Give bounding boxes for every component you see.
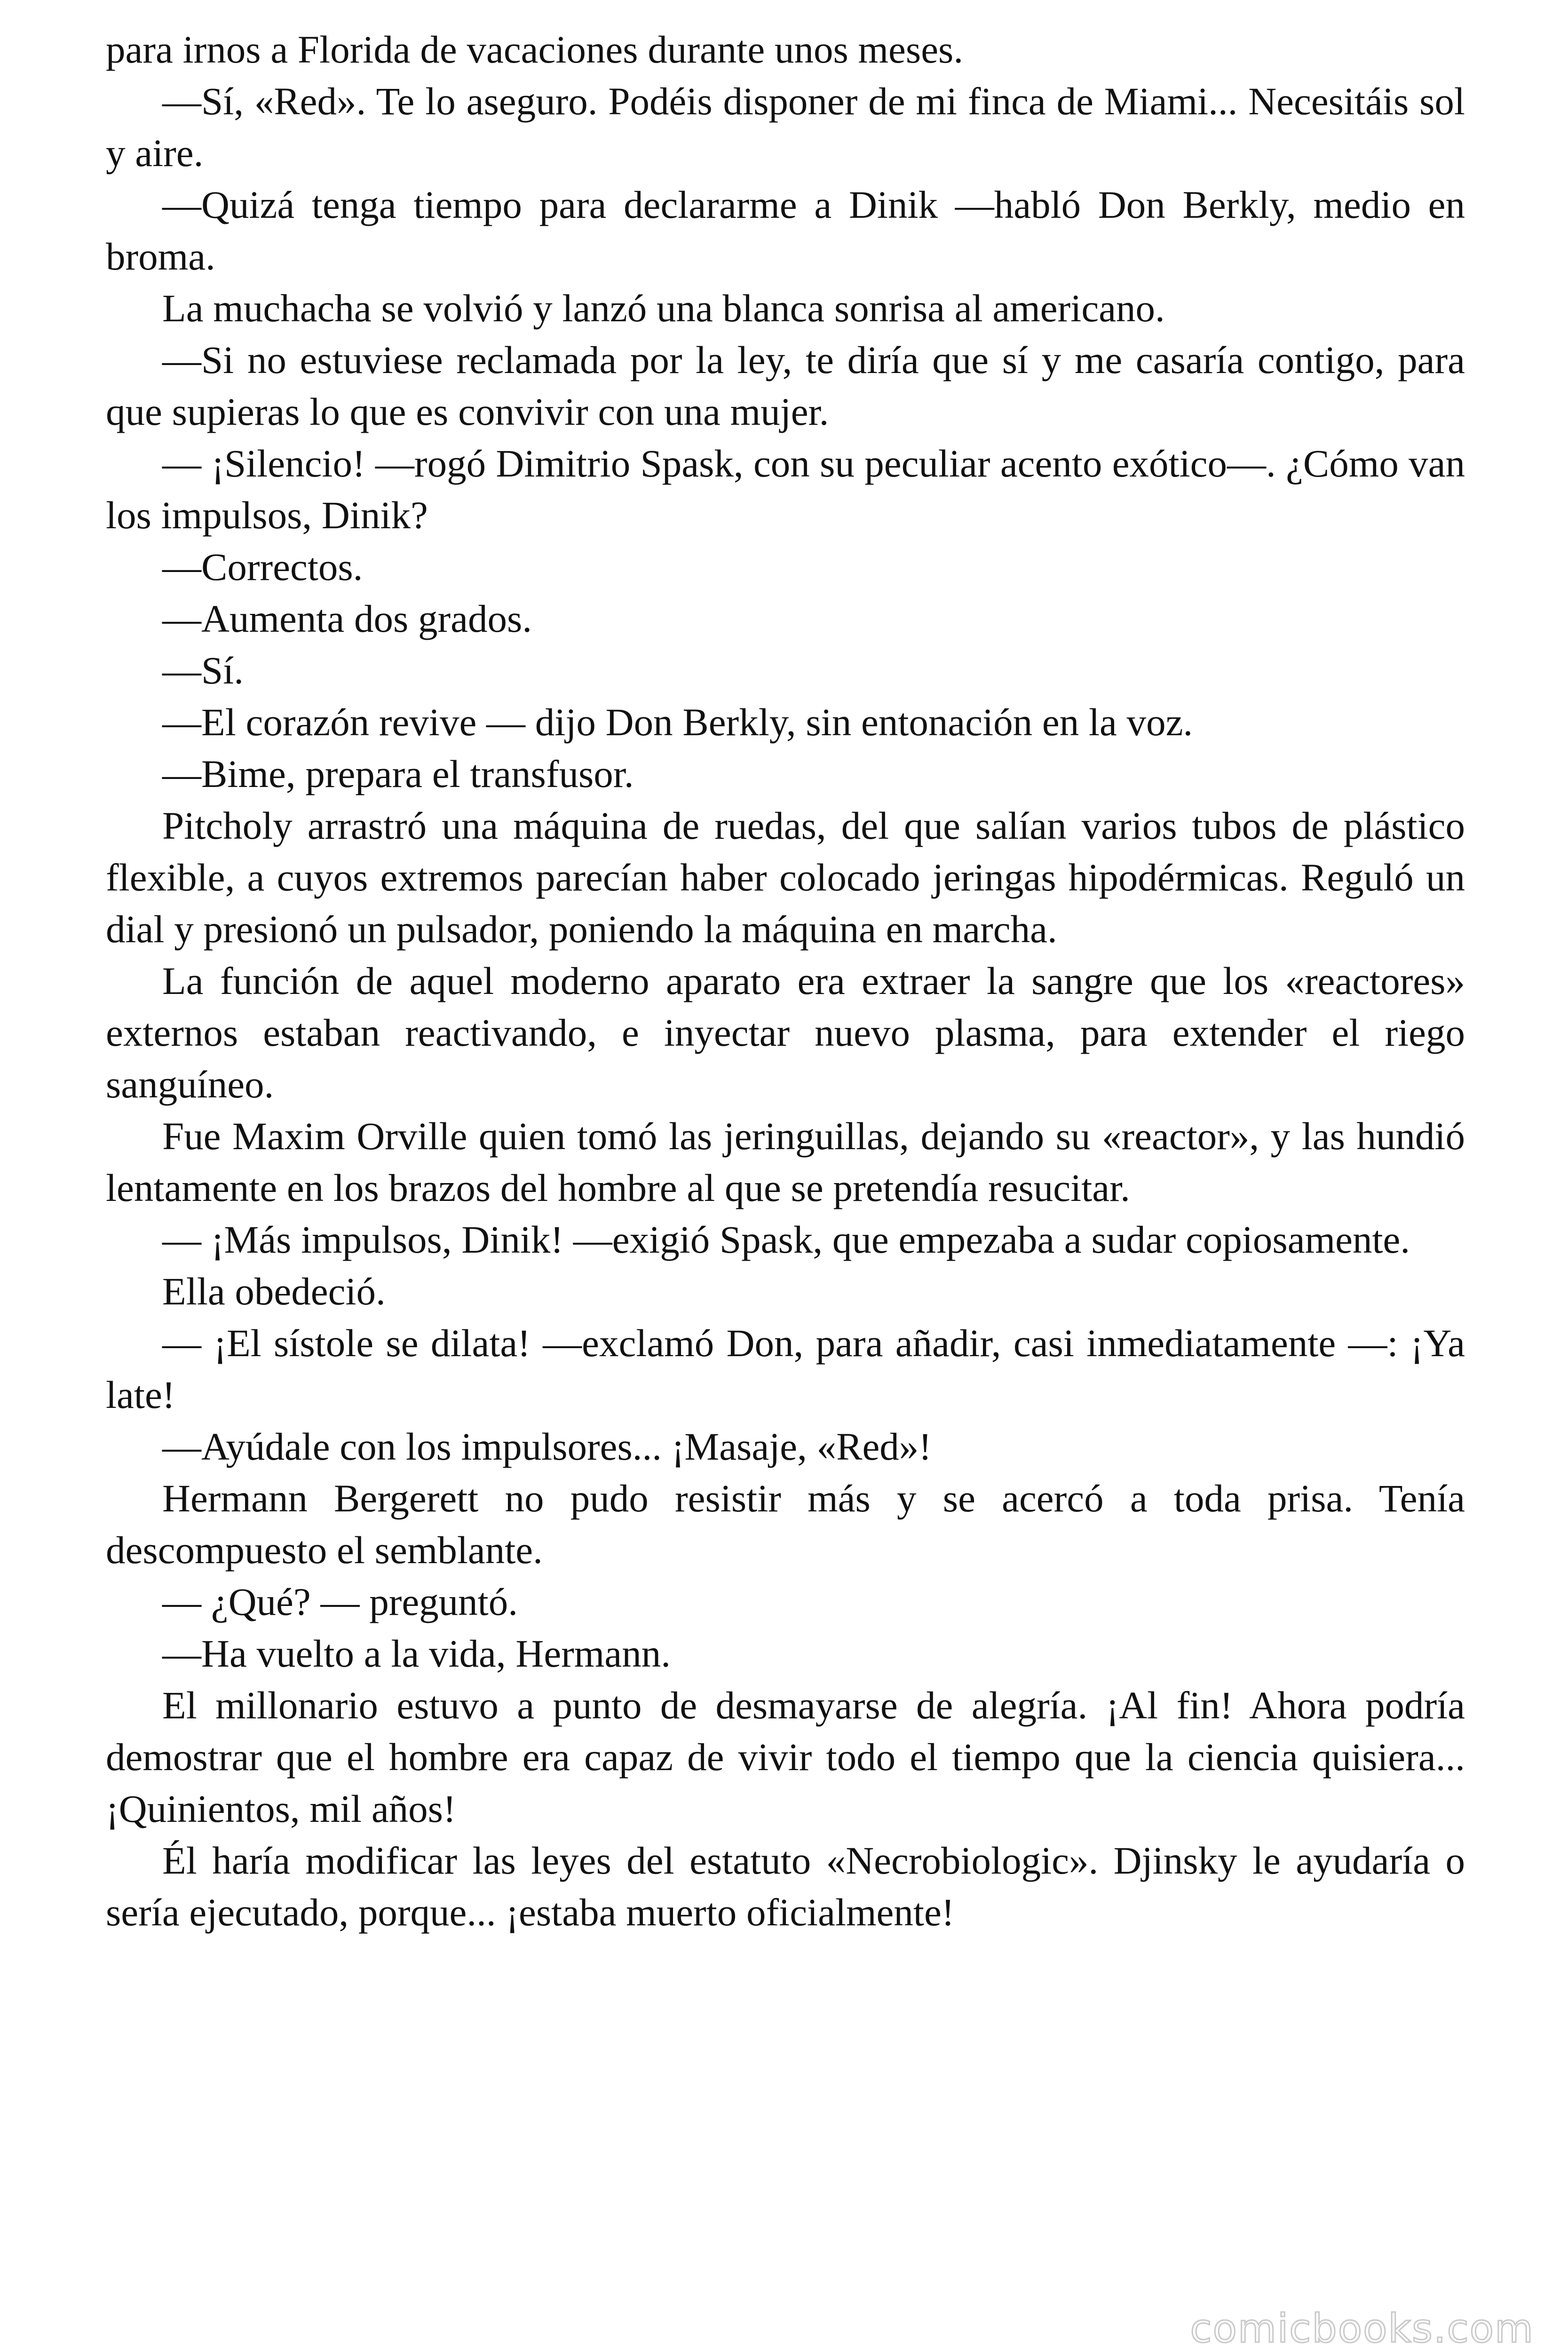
paragraph-22: El millonario estuvo a punto de desmayarse de alegría. ¡Al fin! Ahora podría demostrar que el hombre era capaz de vivir todo el tiempo que la ciencia quisiera... ¡Quinientos, mil años!: [106, 1684, 1465, 1830]
paragraph-21: —Ha vuelto a la vida, Hermann.: [162, 1632, 671, 1675]
paragraph-7: —Correctos.: [162, 545, 363, 588]
paragraph-5: —Si no estuviese reclamada por la ley, te diría que sí y me casaría contigo, para que supieras lo que es convivir con una mujer.: [106, 338, 1465, 433]
paragraph-8: —Aumenta dos grados.: [162, 597, 532, 640]
paragraph-14: Fue Maxim Orville quien tomó las jeringuillas, dejando su «reactor», y las hundió lentamente en los brazos del hombre al que se pretendía resucitar.: [106, 1114, 1465, 1209]
paragraph-2: —Sí, «Red». Te lo aseguro. Podéis disponer de mi finca de Miami... Necesitáis sol y aire.: [106, 79, 1465, 175]
paragraph-11: —Bime, prepara el transfusor.: [162, 752, 634, 795]
paragraph-18: —Ayúdale con los impulsores... ¡Masaje, «Red»!: [162, 1425, 932, 1468]
paragraph-13: La función de aquel moderno aparato era extraer la sangre que los «reactores» externos estaban reactivando, e inyectar nuevo plasma, para extender el riego sanguíneo.: [106, 959, 1465, 1106]
paragraph-20: — ¿Qué? — preguntó.: [162, 1580, 518, 1623]
paragraph-10: —El corazón revive — dijo Don Berkly, sin entonación en la voz.: [162, 700, 1193, 744]
paragraph-16: Ella obedeció.: [162, 1270, 386, 1313]
paragraph-15: — ¡Más impulsos, Dinik! —exigió Spask, que empezaba a sudar copiosamente.: [162, 1218, 1410, 1261]
paragraph-6: — ¡Silencio! —rogó Dimitrio Spask, con su peculiar acento exótico—. ¿Cómo van los impulsos, Dinik?: [106, 442, 1465, 537]
paragraph-9: —Sí.: [162, 649, 244, 692]
paragraph-19: Hermann Bergerett no pudo resistir más y se acercó a toda prisa. Tenía descompuesto el semblante.: [106, 1477, 1465, 1572]
watermark-logo: comicbooks.com: [1190, 2305, 1534, 2352]
paragraph-12: Pitcholy arrastró una máquina de ruedas, del que salían varios tubos de plástico flexible, a cuyos extremos parecían haber colocado jeringas hipodérmicas. Reguló un dial y presionó un pulsador, poniendo la máquina en marcha.: [106, 804, 1465, 951]
paragraph-3: —Quizá tenga tiempo para declararme a Dinik —habló Don Berkly, medio en broma.: [106, 183, 1465, 278]
paragraph-4: La muchacha se volvió y lanzó una blanca sonrisa al americano.: [162, 286, 1165, 330]
paragraph-23: Él haría modificar las leyes del estatuto «Necrobiologic». Djinsky le ayudaría o sería ejecutado, porque... ¡estaba muerto oficialmente!: [106, 1839, 1465, 1934]
page-body: [106, 24, 1465, 1938]
paragraph-1: para irnos a Florida de vacaciones durante unos meses.: [106, 28, 964, 71]
paragraph-17: — ¡El sístole se dilata! —exclamó Don, para añadir, casi inmediatamente —: ¡Ya late!: [106, 1321, 1465, 1416]
